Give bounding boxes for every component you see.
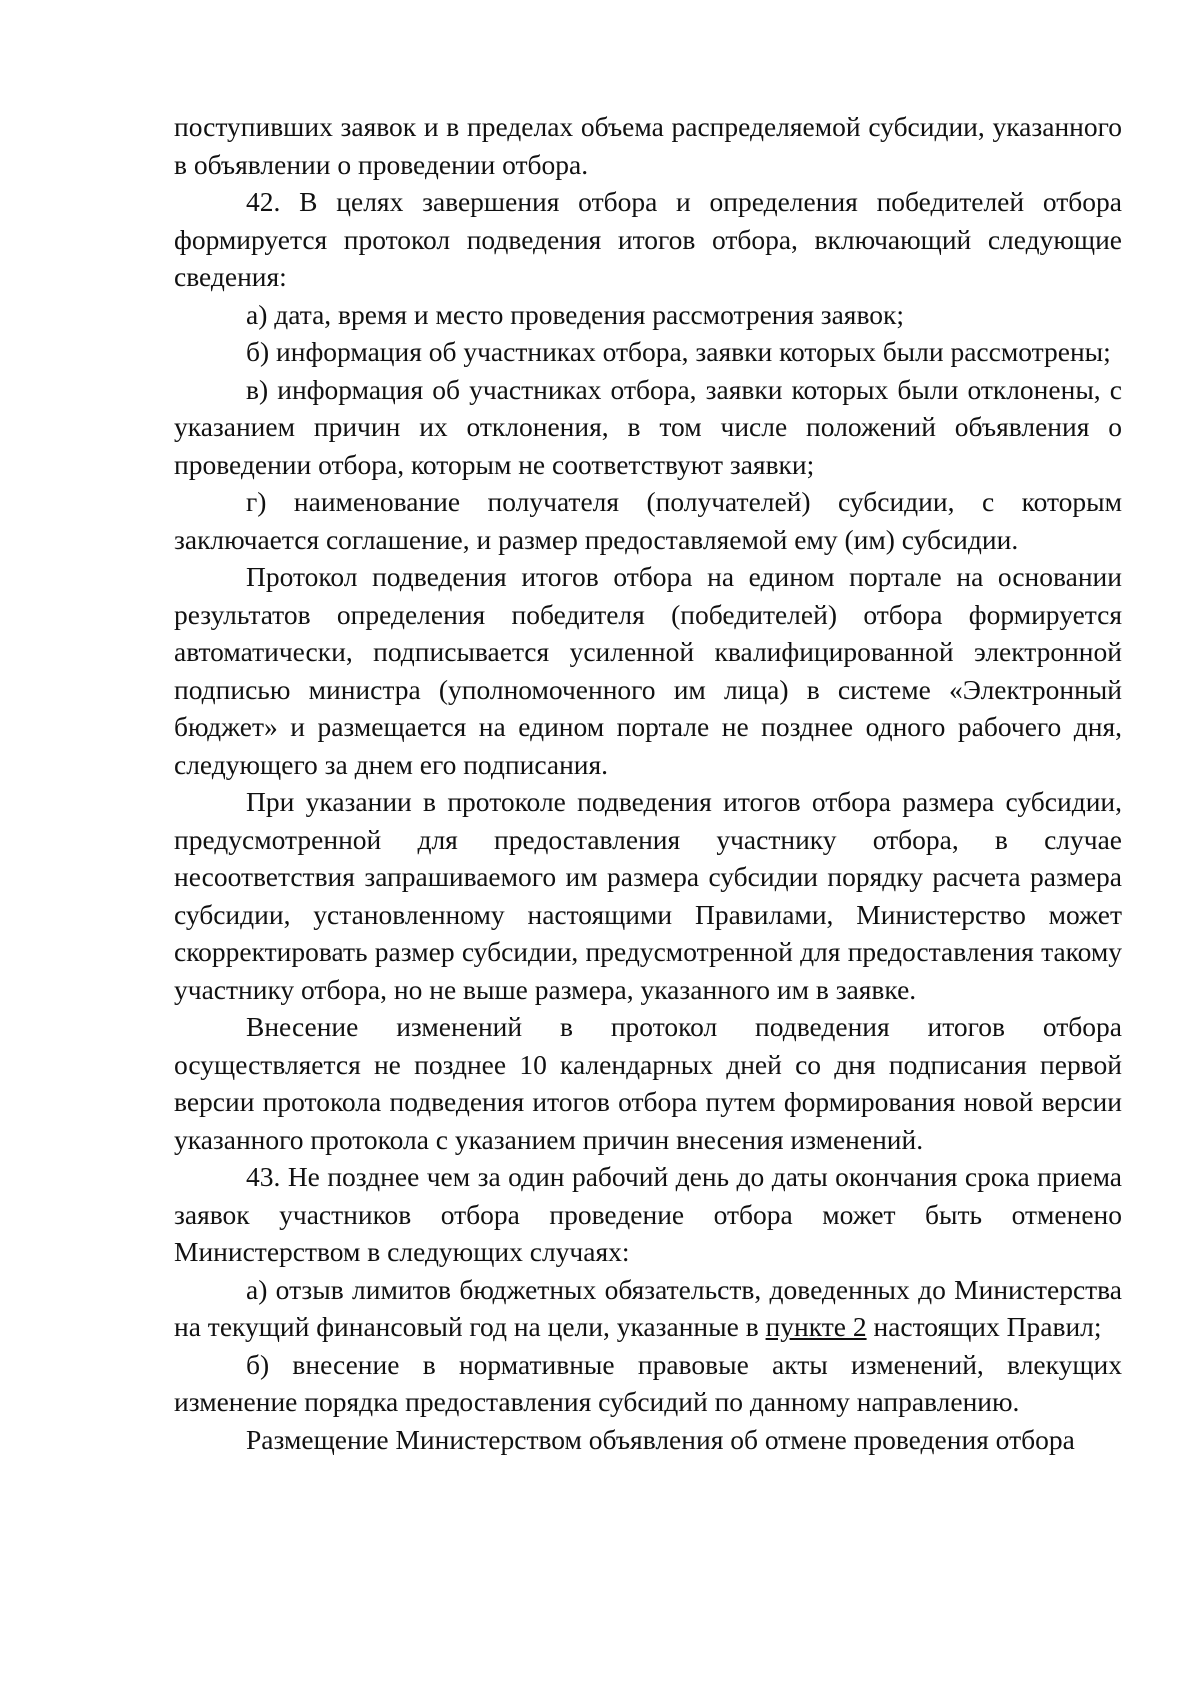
paragraph-subsidy-correction: При указании в протоколе подведения итогов отбора размера субсидии, предусмотренной для предоставления участнику отбора, в случае несоответствия запрашиваемого им размера субсидии порядку расчета размера субсидии, установленному настоящими Правилами, Министерство может скорректировать размер субсидии, предусмотренной для предоставления такому участнику отбора, но не выше размера, указанного им в заявке. — [174, 786, 1122, 1005]
paragraph-protocol: Протокол подведения итогов отбора на едином портале на основании результатов определения победителя (победителей) отбора формируется автоматически, подписывается усиленной квалифицированной электронной подписью министра (уполномоченного им лица) в системе «Электронный бюджет» и размещается на едином портале не позднее одного рабочего дня, следующего за днем его подписания. — [174, 561, 1122, 780]
document-page — [174, 108, 1122, 1458]
paragraph-subitem-b: б) информация об участниках отбора, заявки которых были рассмотрены; — [246, 336, 1111, 367]
paragraph-item-43: 43. Не позднее чем за один рабочий день до даты окончания срока приема заявок участников отбора проведение отбора может быть отменено Министерством в следующих случаях: — [174, 1161, 1122, 1267]
paragraph-subitem-a: а) дата, время и место проведения рассмотрения заявок; — [246, 298, 904, 330]
clause-2-link[interactable]: пункте 2 — [765, 1311, 867, 1342]
paragraph-cancellation: Размещение Министерством объявления об отмене проведения отбора — [246, 1423, 1075, 1455]
paragraph-continuation: поступивших заявок и в пределах объема распределяемой субсидии, указанного в объявлении о проведении отбора. — [174, 111, 1122, 180]
paragraph-subitem-v: в) информация об участниках отбора, заявки которых были отклонены, с указанием причин их отклонения, в том числе положений объявления о проведении отбора, которым не соответствуют заявки; — [174, 373, 1122, 480]
paragraph-item-43-b: б) внесение в нормативные правовые акты изменений, влекущих изменение порядка предоставления субсидий по данному направлению. — [174, 1348, 1122, 1417]
paragraph-item-42: 42. В целях завершения отбора и определения победителей отбора формируется протокол подведения итогов отбора, включающий следующие сведения: — [174, 186, 1122, 292]
paragraph-text-after-link: настоящих Правил; — [866, 1311, 1102, 1342]
paragraph-text-before-link: а) отзыв лимитов бюджетных обязательств, доведенных до Министерства на текущий финансовый год на цели, указанные в — [174, 1273, 1122, 1342]
paragraph-item-43-a — [174, 1271, 1122, 1346]
paragraph-protocol-changes: Внесение изменений в протокол подведения итогов отбора осуществляется не позднее 10 календарных дней со дня подписания первой версии протокола подведения итогов отбора путем формирования новой версии указанного протокола с указанием причин внесения изменений. — [174, 1011, 1122, 1155]
paragraph-subitem-g: г) наименование получателя (получателей) субсидии, с которым заключается соглашение, и размер предоставляемой ему (им) субсидии. — [174, 486, 1122, 555]
